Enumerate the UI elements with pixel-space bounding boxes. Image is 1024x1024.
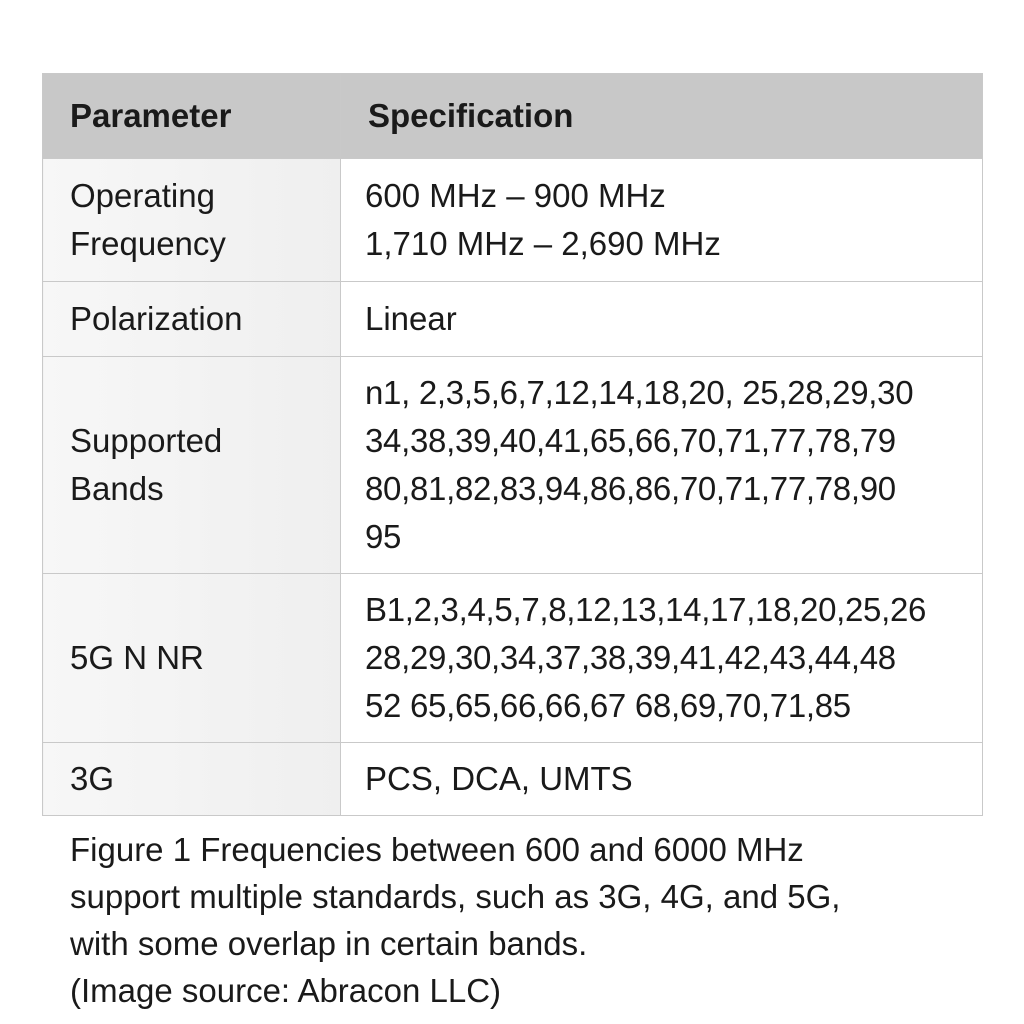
parameter-cell	[43, 357, 341, 574]
specification-cell	[341, 357, 983, 574]
parameter-cell	[43, 282, 341, 357]
specification-cell	[341, 743, 983, 816]
header-parameter: Parameter	[43, 74, 341, 159]
table-row-operating-frequency	[43, 159, 983, 282]
parameter-cell	[43, 159, 341, 282]
table-header-row	[43, 74, 983, 159]
parameter-text: 5G N NR	[70, 639, 204, 676]
parameter-text: Operating	[70, 177, 215, 214]
specification-text: PCS, DCA, UMTS	[365, 760, 633, 797]
caption-line: support multiple standards, such as 3G, 4G, and 5G,	[70, 878, 841, 915]
caption-source: (Image source: Abracon LLC)	[70, 972, 502, 1009]
specification-cell	[341, 159, 983, 282]
specification-text: 52 65,65,66,66,67 68,69,70,71,85	[365, 687, 851, 724]
specification-text: 600 MHz – 900 MHz	[365, 177, 666, 214]
parameter-text: Frequency	[70, 225, 226, 262]
specification-text: 80,81,82,83,94,86,86,70,71,77,78,90	[365, 470, 896, 507]
table-row-3g	[43, 743, 983, 816]
parameter-text: Polarization	[70, 300, 243, 337]
header-specification: Specification	[341, 74, 983, 159]
specification-cell	[341, 282, 983, 357]
figure-caption	[70, 826, 970, 1014]
specification-text: 28,29,30,34,37,38,39,41,42,43,44,48	[365, 639, 896, 676]
specification-text: 1,710 MHz – 2,690 MHz	[365, 225, 721, 262]
parameter-text: Supported	[70, 422, 223, 459]
parameter-cell	[43, 743, 341, 816]
caption-line: Figure 1 Frequencies between 600 and 6000 MHz	[70, 831, 804, 868]
parameter-cell	[43, 574, 341, 743]
table-row-supported-bands	[43, 357, 983, 574]
specification-table	[42, 73, 983, 816]
caption-line: with some overlap in certain bands.	[70, 925, 588, 962]
table-row-polarization	[43, 282, 983, 357]
parameter-text: 3G	[70, 760, 115, 797]
specification-text: 95	[365, 518, 402, 555]
parameter-text: Bands	[70, 470, 164, 507]
specification-text: n1, 2,3,5,6,7,12,14,18,20, 25,28,29,30	[365, 374, 914, 411]
specification-text: Linear	[365, 300, 457, 337]
specification-text: 34,38,39,40,41,65,66,70,71,77,78,79	[365, 422, 896, 459]
specification-cell	[341, 574, 983, 743]
table-row-5g-nr	[43, 574, 983, 743]
specification-text: B1,2,3,4,5,7,8,12,13,14,17,18,20,25,26	[365, 591, 927, 628]
